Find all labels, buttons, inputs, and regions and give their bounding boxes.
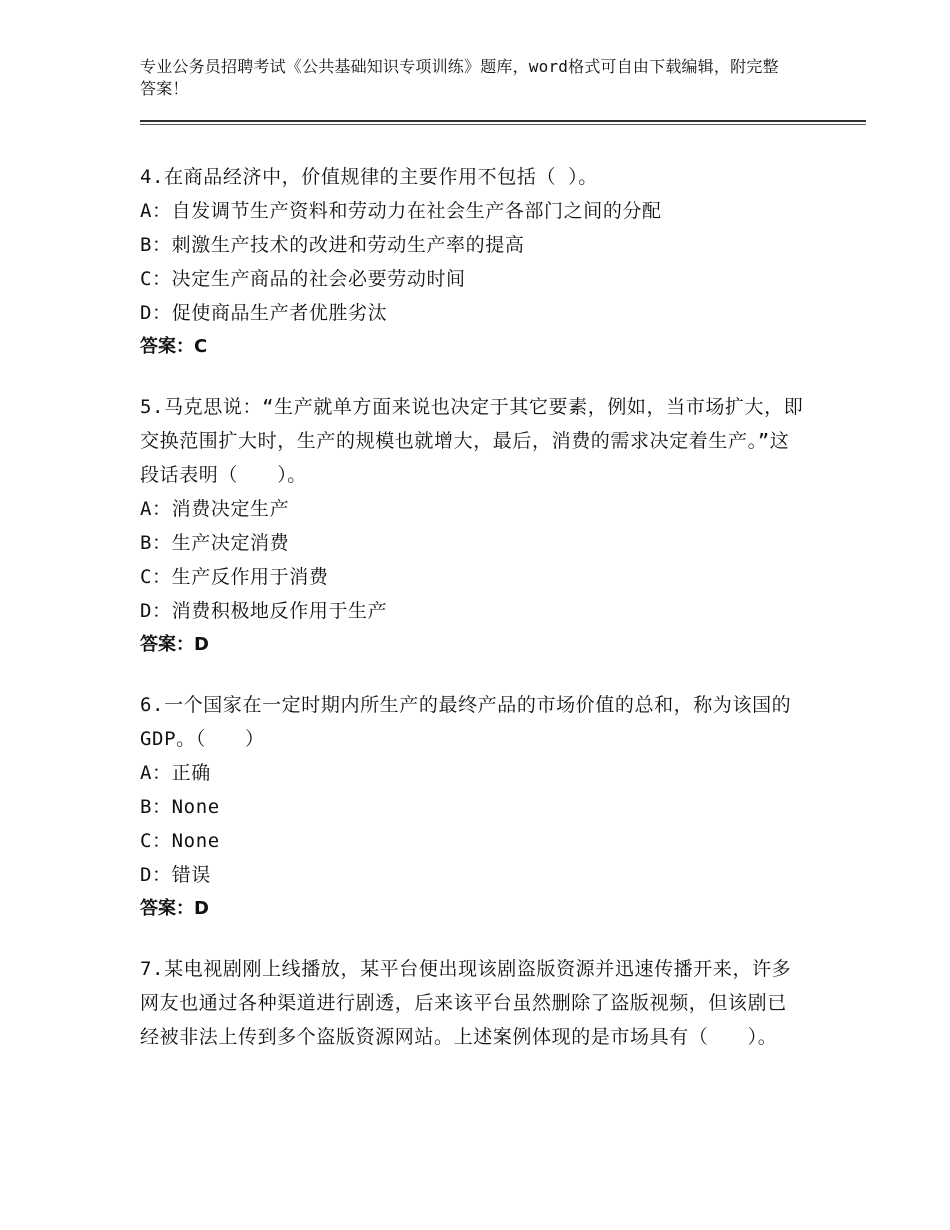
option-list [140, 194, 805, 330]
option-d: D：促使商品生产者优胜劣汰 [140, 302, 388, 324]
header-divider-thick [140, 120, 866, 122]
option-d: D：错误 [140, 864, 211, 886]
question-spacer [140, 926, 805, 952]
question-6 [140, 688, 805, 926]
option-b: B：生产决定消费 [140, 532, 290, 554]
question-4 [140, 160, 805, 364]
question-stem: 5.马克思说：“生产就单方面来说也决定于其它要素，例如，当市场扩大，即交换范围扩大时，生产的规模也就增大，最后，消费的需求决定着生产。”这段话表明（ ）。 [140, 396, 804, 486]
option-a: A：正确 [140, 762, 211, 784]
question-stem: 6.一个国家在一定时期内所生产的最终产品的市场价值的总和，称为该国的GDP。（ ） [140, 694, 792, 750]
option-c: C：决定生产商品的社会必要劳动时间 [140, 268, 466, 290]
question-stem: 7.某电视剧刚上线播放，某平台便出现该剧盗版资源并迅速传播开来，许多网友也通过各种渠道进行剧透，后来该平台虽然删除了盗版视频，但该剧已经被非法上传到多个盗版资源网站。上述案例体现的是市场具有（ ）。 [140, 958, 792, 1048]
answer-label: 答案：D [140, 634, 209, 655]
option-a: A：消费决定生产 [140, 498, 290, 520]
option-b: B：刺激生产技术的改进和劳动生产率的提高 [140, 234, 525, 256]
option-list [140, 492, 805, 628]
option-c: C：生产反作用于消费 [140, 566, 329, 588]
answer-label: 答案：C [140, 336, 208, 357]
question-spacer [140, 364, 805, 390]
question-spacer [140, 662, 805, 688]
header-divider-thin [140, 124, 866, 125]
question-5 [140, 390, 805, 662]
option-c: C：None [140, 830, 220, 852]
option-a: A：自发调节生产资料和劳动力在社会生产各部门之间的分配 [140, 200, 662, 222]
document-header: 专业公务员招聘考试《公共基础知识专项训练》题库，word格式可自由下载编辑，附完整答案！ [140, 57, 779, 98]
option-b: B：None [140, 796, 220, 818]
option-list [140, 756, 805, 892]
question-list [140, 160, 805, 1054]
question-stem: 4.在商品经济中，价值规律的主要作用不包括（ ）。 [140, 166, 598, 188]
answer-label: 答案：D [140, 898, 209, 919]
option-d: D：消费积极地反作用于生产 [140, 600, 388, 622]
question-7 [140, 952, 805, 1054]
